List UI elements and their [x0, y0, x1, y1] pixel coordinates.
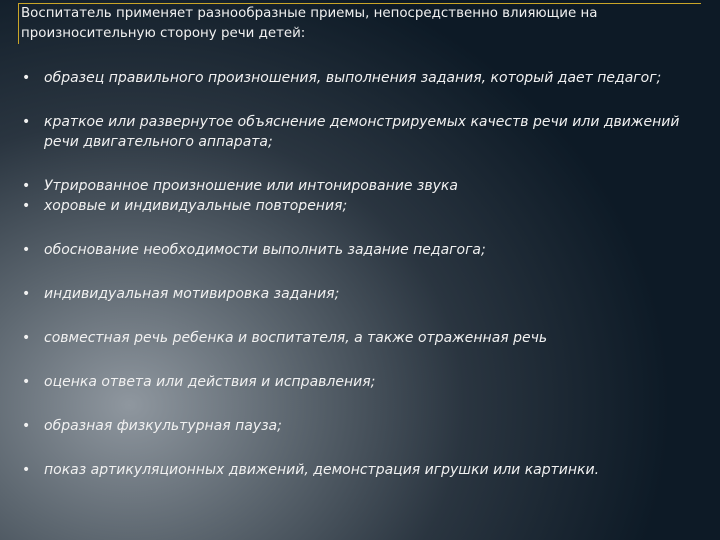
list-item-text: краткое или развернутое объяснение демонстрируемых качеств речи или движений речи двигательного аппарата; — [44, 114, 680, 150]
list-item — [22, 176, 702, 196]
list-item — [22, 372, 702, 392]
list-item-text: образная физкультурная пауза; — [44, 418, 282, 434]
list-item — [22, 284, 702, 304]
bullet-icon: • — [22, 330, 31, 346]
list-item — [22, 112, 702, 152]
list-item-text: совместная речь ребенка и воспитателя, а также отраженная речь — [44, 330, 548, 346]
list-item-text: индивидуальная мотивировка задания; — [44, 286, 340, 302]
slide-title: Воспитатель применяет разнообразные приемы, непосредственно влияющие на произносительную сторону речи детей: — [21, 6, 598, 41]
list-item-text: образец правильного произношения, выполнения задания, который дает педагог; — [44, 70, 662, 86]
bullet-icon: • — [22, 242, 31, 258]
title-frame — [18, 3, 701, 44]
bullet-icon: • — [22, 374, 31, 390]
bullet-icon: • — [22, 114, 31, 130]
list-item — [22, 240, 702, 260]
bullet-icon: • — [22, 178, 31, 194]
list-item-text: хоровые и индивидуальные повторения; — [44, 198, 348, 214]
bullet-icon: • — [22, 286, 31, 302]
list-item — [22, 328, 702, 348]
list-item-text: Утрированное произношение или интонирование звука — [44, 178, 458, 194]
list-item — [22, 68, 702, 88]
bullet-icon: • — [22, 198, 31, 214]
list-item — [22, 416, 702, 436]
bullet-icon: • — [22, 70, 31, 86]
bullet-list — [22, 68, 702, 480]
bullet-icon: • — [22, 462, 31, 478]
list-item-text: обоснование необходимости выполнить задание педагога; — [44, 242, 486, 258]
list-item — [22, 460, 702, 480]
list-item-text: оценка ответа или действия и исправления; — [44, 374, 376, 390]
list-item — [22, 196, 702, 216]
bullet-icon: • — [22, 418, 31, 434]
list-item-text: показ артикуляционных движений, демонстрация игрушки или картинки. — [44, 462, 600, 478]
